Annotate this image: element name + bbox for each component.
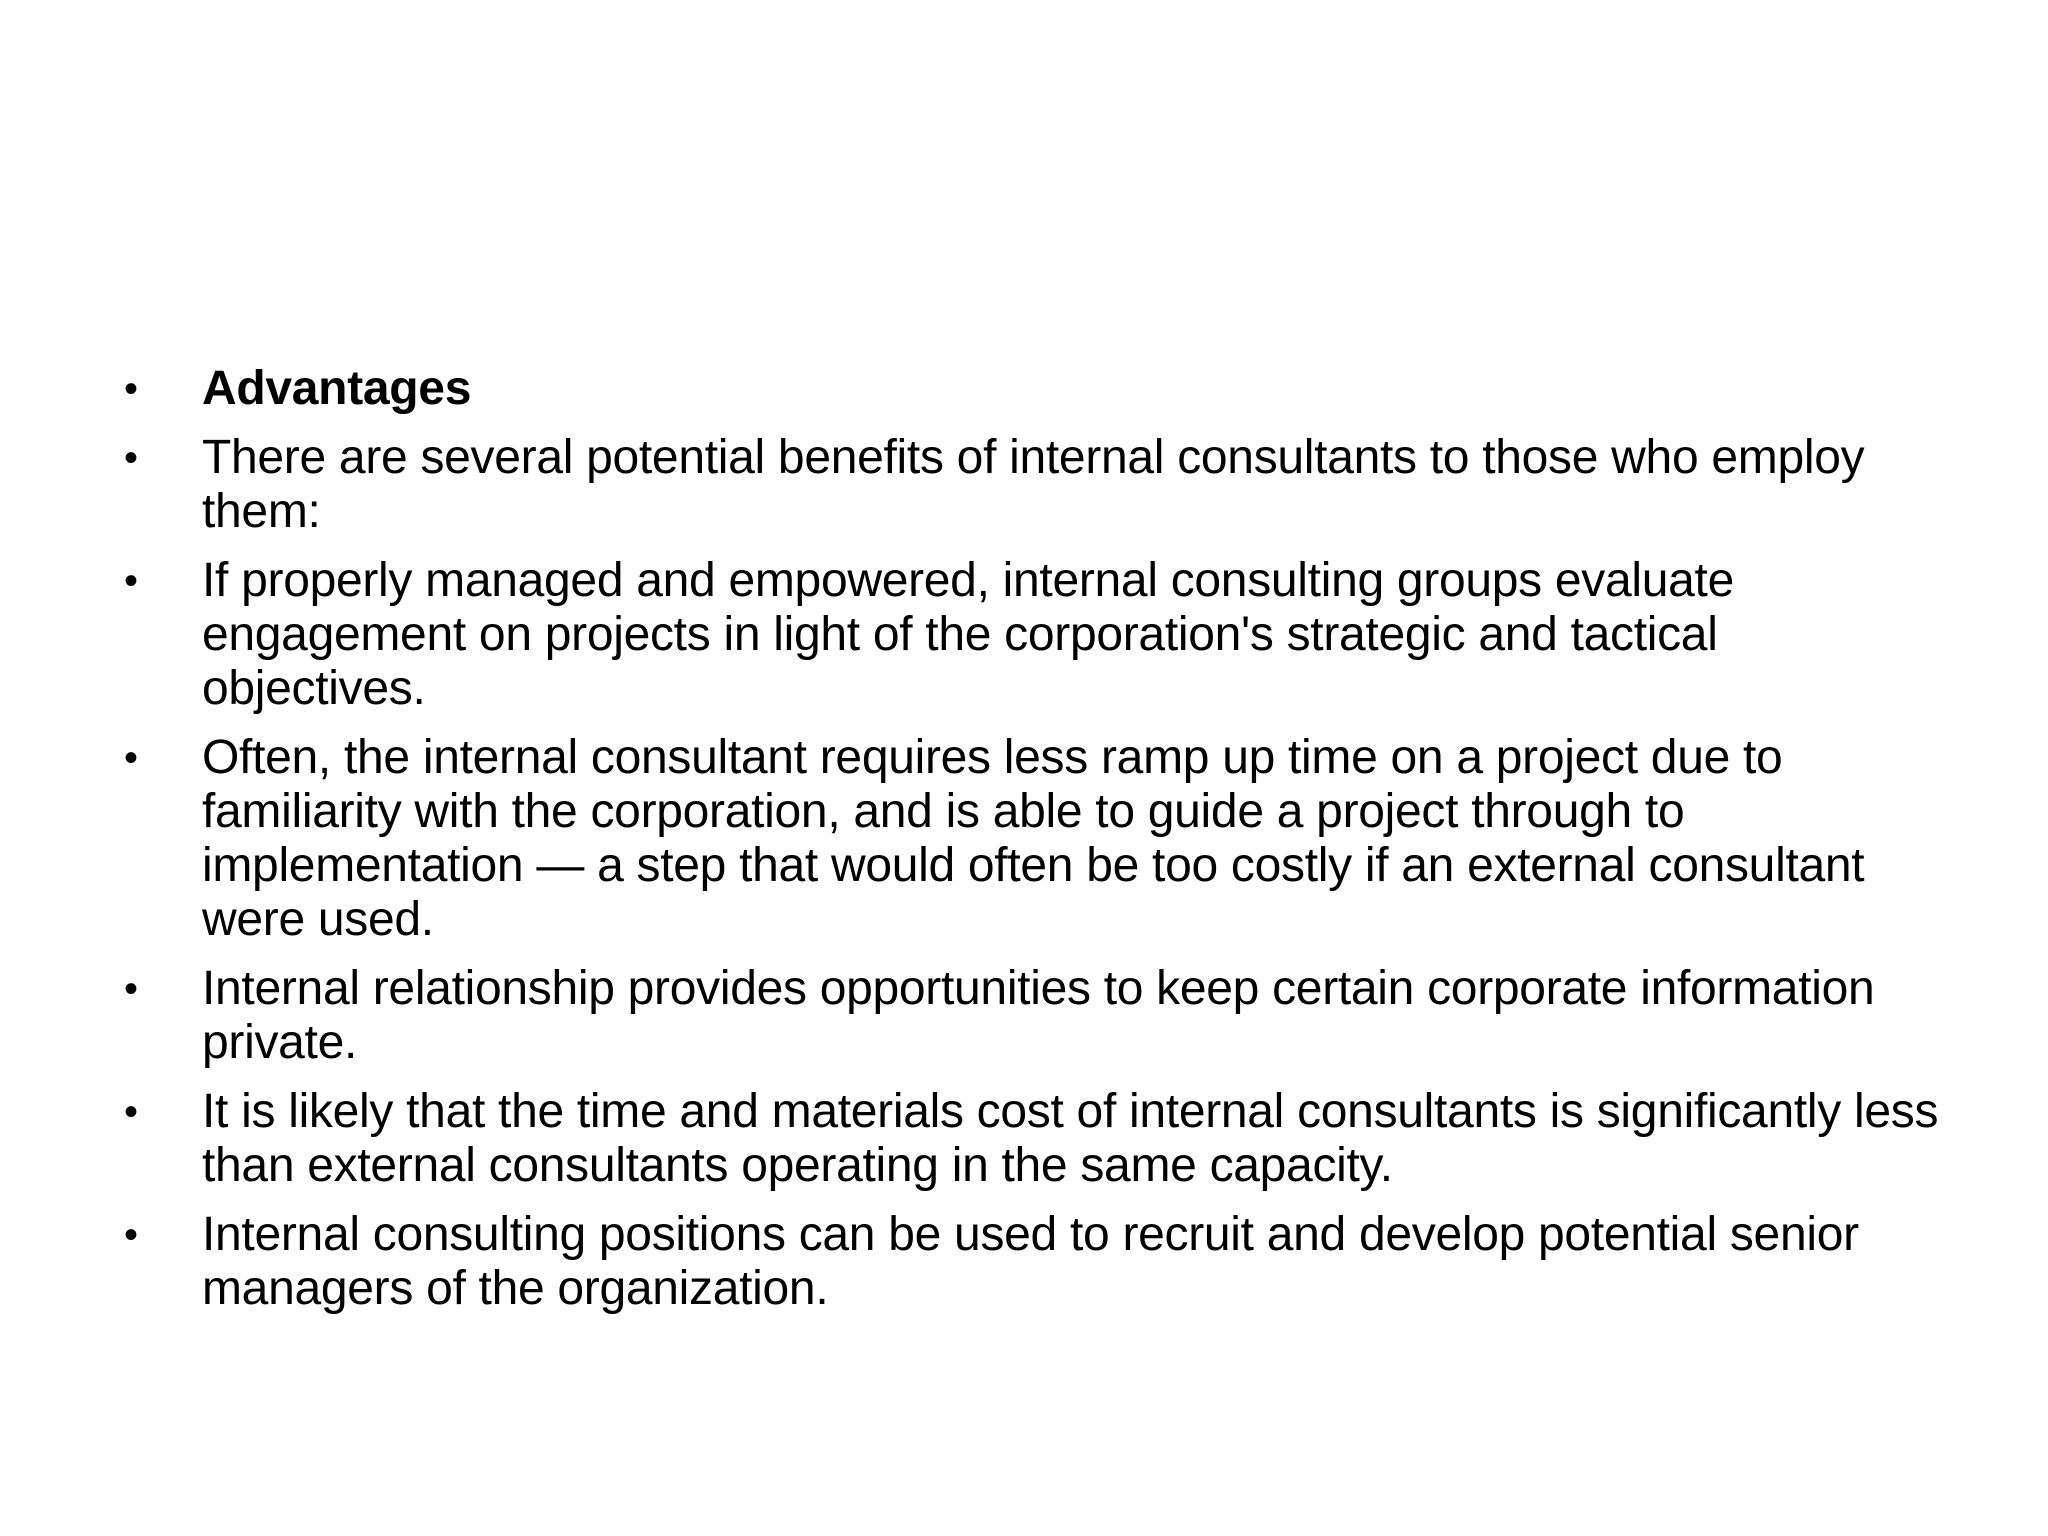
bullet-item-advantages-heading [120,362,1940,416]
bullet-text: Often, the internal consultant requires less ramp up time on a project due to familiarity with the corporation, and is able to guide a project through to implementation — a step that would often be too costly if an external consultant were used. [202,731,1865,946]
bullet-item-recruit-develop [120,1208,1940,1316]
bullet-text: Advantages [202,362,472,415]
bullet-icon: • [124,1213,138,1257]
bullet-text: Internal consulting positions can be used to recruit and develop potential senior managers of the organization. [202,1208,1859,1315]
bullet-icon: • [124,967,138,1011]
bullet-item-cost-comparison [120,1085,1940,1193]
bullet-icon: • [124,736,138,780]
bullet-item-information-privacy [120,962,1940,1070]
bullet-text: There are several potential benefits of internal consultants to those who employ them: [202,431,1865,538]
bullet-icon: • [124,436,138,480]
bullet-item-benefits-intro [120,431,1940,539]
bullet-text: Internal relationship provides opportunities to keep certain corporate information private. [202,962,1875,1069]
bullet-list [120,362,1940,1331]
bullet-icon: • [124,367,138,411]
bullet-text: It is likely that the time and materials cost of internal consultants is significantly less than external consultants operating in the same capacity. [202,1085,1939,1192]
bullet-item-ramp-up-time [120,731,1940,947]
bullet-icon: • [124,559,138,603]
bullet-icon: • [124,1090,138,1134]
bullet-text: If properly managed and empowered, internal consulting groups evaluate engagement on projects in light of the corporation's strategic and tactical objectives. [202,554,1734,715]
bullet-item-strategic-objectives [120,554,1940,716]
